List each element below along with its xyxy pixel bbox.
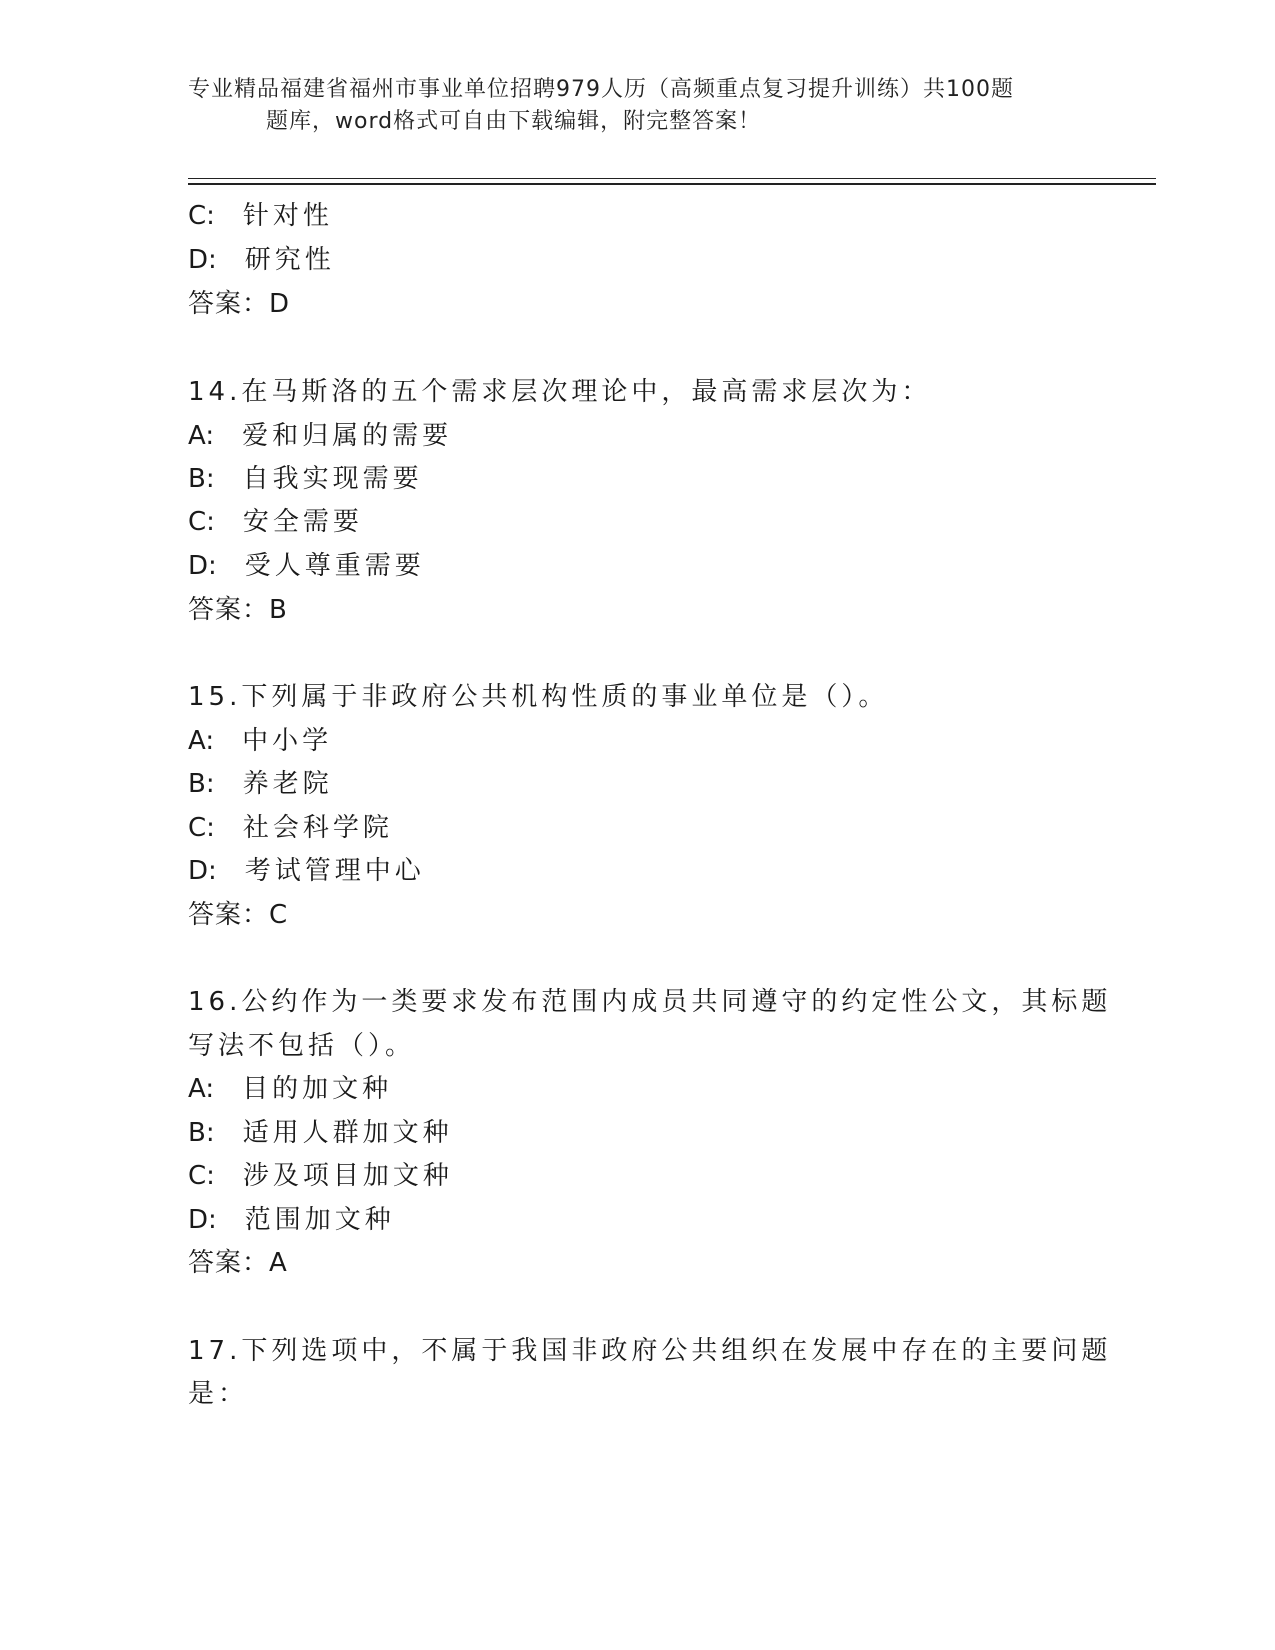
option-key: B xyxy=(188,464,206,494)
option-key: A xyxy=(188,1074,206,1104)
header-divider-thin xyxy=(188,178,1156,179)
question-stem-continued: 是： xyxy=(188,1379,249,1409)
option-key: B xyxy=(188,1118,206,1148)
option-line: D: 研究性 xyxy=(188,245,335,275)
question-stem: 17.下列选项中，不属于我国非政府公共组织在发展中存在的主要问题 xyxy=(188,1336,1112,1366)
option-text: 养老院 xyxy=(242,769,333,799)
option-line: B: 适用人群加文种 xyxy=(188,1118,453,1148)
header-title-line2: 题库，word格式可自由下载编辑，附完整答案！ xyxy=(266,109,762,134)
option-line: C: 涉及项目加文种 xyxy=(188,1161,453,1191)
question-stem-continued: 写法不包括（）。 xyxy=(188,1031,416,1061)
option-key: C xyxy=(188,1161,207,1191)
option-line: D: 范围加文种 xyxy=(188,1205,395,1235)
question-stem: 16.公约作为一类要求发布范围内成员共同遵守的约定性公文，其标题 xyxy=(188,987,1112,1017)
answer-line: 答案：C xyxy=(188,900,289,930)
option-text: 研究性 xyxy=(244,245,335,275)
question-stem: 15.下列属于非政府公共机构性质的事业单位是（）。 xyxy=(188,682,889,712)
option-text: 考试管理中心 xyxy=(244,856,425,886)
option-text: 针对性 xyxy=(242,201,333,231)
option-text: 范围加文种 xyxy=(244,1205,395,1235)
option-text: 目的加文种 xyxy=(242,1074,393,1104)
option-key: C xyxy=(188,813,207,843)
option-text: 社会科学院 xyxy=(242,813,393,843)
option-line: A: 中小学 xyxy=(188,726,333,756)
option-key: C xyxy=(188,201,207,231)
option-line: C: 针对性 xyxy=(188,201,333,231)
option-text: 中小学 xyxy=(242,726,333,756)
option-text: 爱和归属的需要 xyxy=(242,421,453,451)
option-line: B: 自我实现需要 xyxy=(188,464,423,494)
option-key: D xyxy=(188,551,209,581)
option-line: C: 社会科学院 xyxy=(188,813,393,843)
option-key: D xyxy=(188,856,209,886)
option-line: A: 爱和归属的需要 xyxy=(188,421,453,451)
option-key: B xyxy=(188,769,206,799)
option-line: B: 养老院 xyxy=(188,769,333,799)
answer-line: 答案：A xyxy=(188,1248,288,1278)
option-key: A xyxy=(188,726,206,756)
option-line: C: 安全需要 xyxy=(188,507,363,537)
question-stem: 14.在马斯洛的五个需求层次理论中，最高需求层次为： xyxy=(188,377,932,407)
option-text: 自我实现需要 xyxy=(242,464,423,494)
header-title-line1: 专业精品福建省福州市事业单位招聘979人历（高频重点复习提升训练）共100题 xyxy=(188,77,1014,102)
answer-line: 答案：D xyxy=(188,289,291,319)
option-text: 适用人群加文种 xyxy=(242,1118,453,1148)
option-line: D: 考试管理中心 xyxy=(188,856,425,886)
answer-line: 答案：B xyxy=(188,595,288,625)
option-key: D xyxy=(188,1205,209,1235)
option-text: 受人尊重需要 xyxy=(244,551,425,581)
option-text: 涉及项目加文种 xyxy=(242,1161,453,1191)
option-key: A xyxy=(188,421,206,451)
document-header xyxy=(188,74,1088,138)
option-key: D xyxy=(188,245,209,275)
option-line: D: 受人尊重需要 xyxy=(188,551,425,581)
option-key: C xyxy=(188,507,207,537)
option-line: A: 目的加文种 xyxy=(188,1074,393,1104)
option-text: 安全需要 xyxy=(242,507,363,537)
header-divider-thick xyxy=(188,183,1156,185)
